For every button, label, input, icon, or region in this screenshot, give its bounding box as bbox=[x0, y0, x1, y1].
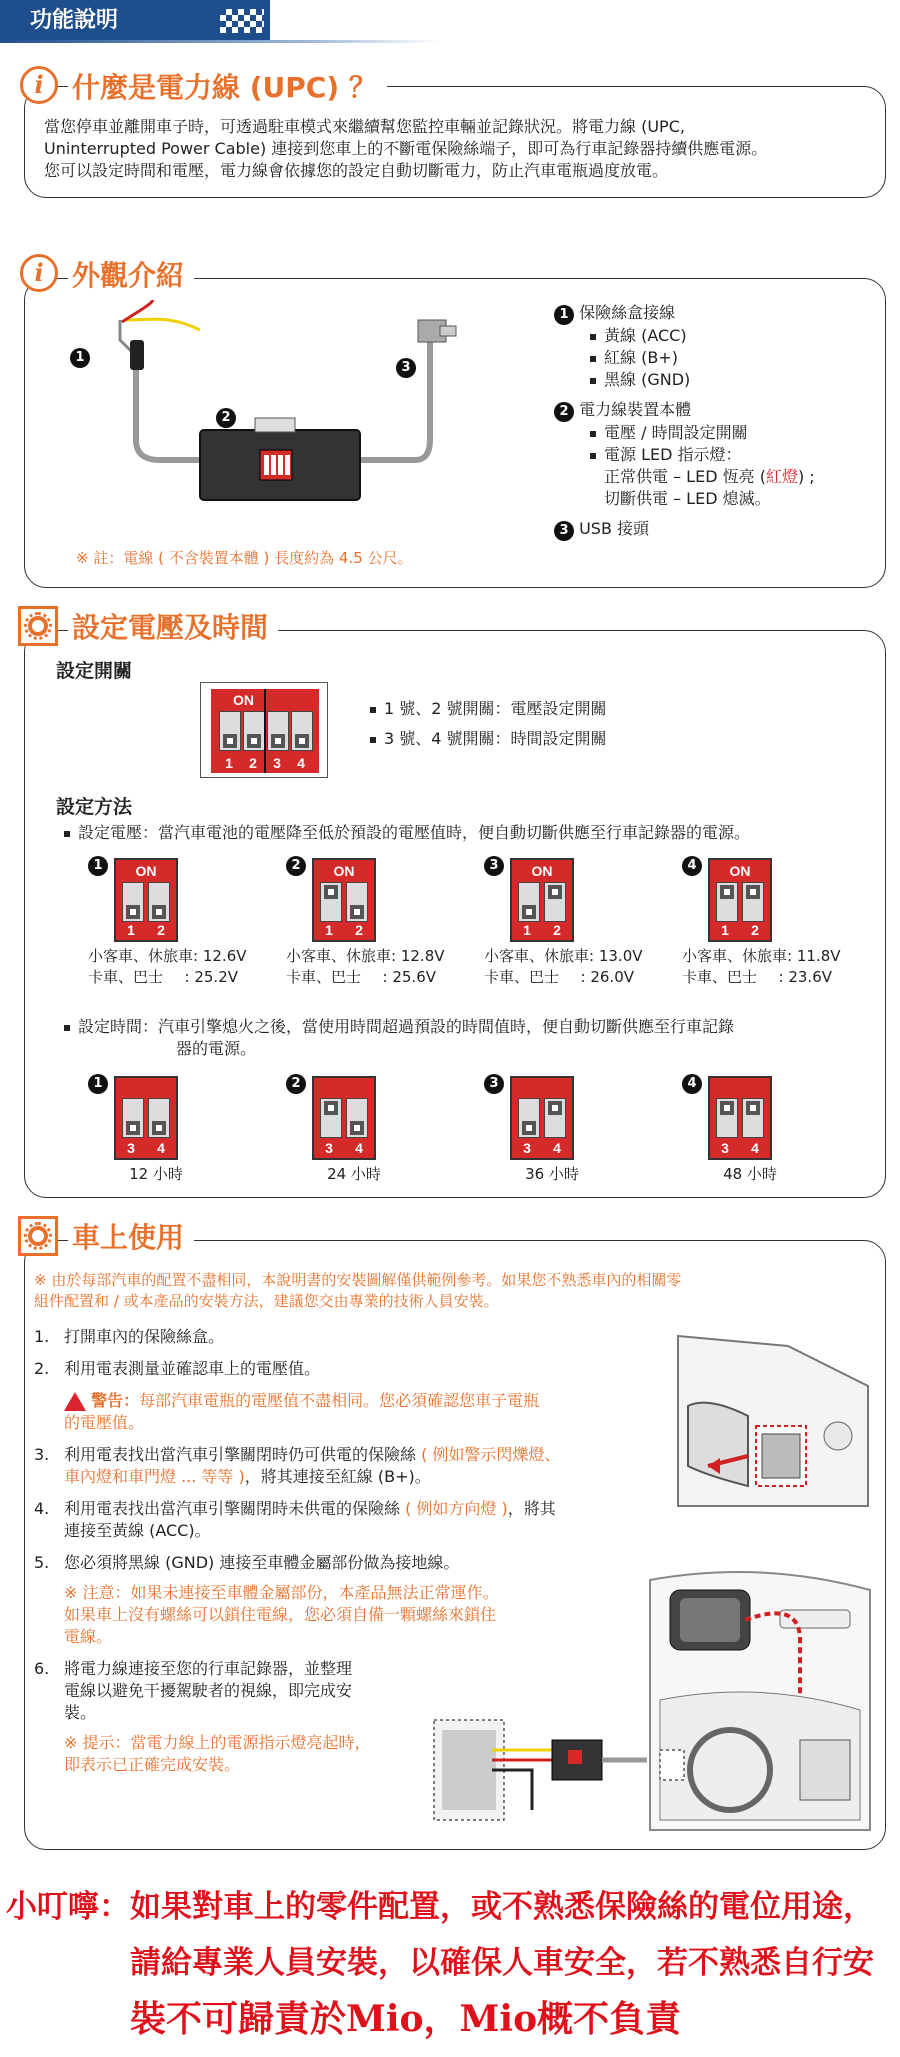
legend-sub: 電壓 / 時間設定開關 bbox=[554, 422, 884, 444]
dip-switch-master: ON 1 2 3 4 bbox=[200, 682, 328, 778]
led-off: 切斷供電 – LED 熄滅。 bbox=[604, 489, 771, 508]
legend-item-1: 1 保險絲盒接線 bbox=[554, 302, 884, 325]
upc-body-line: 您可以設定時間和電壓，電力線會依據您的設定自動切斷電力，防止汽車電瓶過度放電。 bbox=[44, 161, 669, 180]
upc-body-line: Uninterrupted Power Cable) 連接到您車上的不斷電保險絲端子，即可為行車記錄器持續供應電源。 bbox=[44, 139, 768, 158]
fuse-box-illustration bbox=[668, 1326, 880, 1516]
upc-body bbox=[44, 116, 884, 182]
gear-icon bbox=[18, 1216, 58, 1256]
footer-line-2: 請給專業人員安裝，以確保人車安全，若不熟悉自行安 bbox=[130, 1945, 874, 1981]
switch-legend bbox=[370, 698, 607, 750]
appearance-legend bbox=[554, 302, 884, 541]
install-notice: ※ 由於每部汽車的配置不盡相同，本說明書的安裝圖解僅供範例參考。如果您不熟悉車內的相關零 組件配置和 / 或本產品的安裝方法，建議您交由專業的技術人員安裝。 bbox=[34, 1271, 682, 1310]
checker-flag-icon bbox=[220, 9, 264, 33]
warning-icon bbox=[64, 1392, 86, 1411]
method-heading: 設定方法 bbox=[56, 796, 133, 818]
legend-item-2: 2 電力線裝置本體 bbox=[554, 399, 884, 422]
legend-sub: 紅線 (B+) bbox=[554, 347, 884, 369]
time-desc: 設定時間：汽車引擎熄火之後，當使用時間超過預設的時間值時，便自動切斷供應至行車記錄 器的電源。 bbox=[64, 1016, 864, 1060]
led-normal: 正常供電 – LED 恆亮 (紅燈) ; bbox=[604, 467, 815, 486]
step-5-note: ※ 注意：如果未連接至車體金屬部份，本產品無法正常運作。 如果車上沒有螺絲可以鎖住電線，您必須自備一顆螺絲來鎖住 電線。 bbox=[64, 1583, 499, 1646]
step-5: 5. 您必須將黑線 (GND) 連接至車體金屬部份做為接地線。 bbox=[34, 1553, 460, 1572]
upc-body-line: 當您停車並離開車子時，可透過駐車模式來繼續幫您監控車輛並記錄狀況。將電力線 (UPC, bbox=[44, 117, 685, 136]
switch-legend-item: 3 號、4 號開關：時間設定開關 bbox=[370, 728, 607, 750]
appearance-title: 外觀介紹 bbox=[68, 254, 194, 294]
callout-2: 2 bbox=[216, 406, 236, 428]
switch-heading: 設定開關 bbox=[56, 660, 133, 682]
info-icon: i bbox=[20, 66, 58, 104]
callout-3: 3 bbox=[396, 356, 416, 378]
switch-legend-item: 1 號、2 號開關：電壓設定開關 bbox=[370, 698, 607, 720]
settings-title: 設定電壓及時間 bbox=[68, 606, 278, 646]
step-1: 1. 打開車內的保險絲盒。 bbox=[34, 1327, 225, 1346]
legend-sub: 黃線 (ACC) bbox=[554, 325, 884, 347]
section-header-tab bbox=[0, 0, 270, 42]
header-title: 功能說明 bbox=[30, 8, 119, 33]
legend-sub: 黑線 (GND) bbox=[554, 369, 884, 391]
legend-item-3: 3 USB 接頭 bbox=[554, 518, 884, 541]
upc-device-illustration bbox=[60, 300, 480, 540]
wiring-diagram-illustration bbox=[432, 1700, 652, 1830]
upc-title: 什麼是電力線 (UPC) ？ bbox=[68, 66, 387, 106]
cable-length-note: ※ 註：電線 ( 不含裝置本體 ) 長度約為 4.5 公尺。 bbox=[76, 549, 413, 567]
step-6: 6. 將電力線連接至您的行車記錄器，並整理 電線以避免干擾駕駛者的視線，即完成安 裝。 bbox=[34, 1659, 353, 1722]
step-3: 3. 利用電表找出當汽車引擎關閉時仍可供電的保險絲 ( 例如警示閃爍燈、 車內燈和車門燈 ... 等等 )，將其連接至紅線 (B+)。 bbox=[34, 1445, 561, 1486]
info-icon: i bbox=[20, 254, 58, 292]
voltage-desc: 設定電壓：當汽車電池的電壓降至低於預設的電壓值時，便自動切斷供應至行車記錄器的電源。 bbox=[64, 822, 750, 844]
step-2-warning: 警告：每部汽車電瓶的電壓值不盡相同。您必須確認您車子電瓶 的電壓值。 bbox=[64, 1391, 540, 1432]
callout-1: 1 bbox=[70, 346, 90, 368]
legend-sub: 電源 LED 指示燈： bbox=[554, 444, 884, 466]
install-title: 車上使用 bbox=[68, 1216, 194, 1256]
step-4: 4. 利用電表找出當汽車引擎關閉時未供電的保險絲 ( 例如方向燈 )，將其 連接至黃線 (ACC)。 bbox=[34, 1499, 556, 1540]
dashcam-install-illustration bbox=[640, 1560, 876, 1840]
footer-line-3: 裝不可歸責於Mio，Mio概不負責 bbox=[130, 1998, 682, 2040]
gear-icon bbox=[18, 606, 58, 646]
header-rule bbox=[0, 40, 440, 43]
step-6-tip: ※ 提示：當電力線上的電源指示燈亮起時， 即表示已正確完成安裝。 bbox=[64, 1733, 371, 1774]
step-2: 2. 利用電表測量並確認車上的電壓值。 bbox=[34, 1359, 321, 1378]
footer-line-1: 小叮嚀：如果對車上的零件配置，或不熟悉保險絲的電位用途， bbox=[6, 1889, 874, 1925]
